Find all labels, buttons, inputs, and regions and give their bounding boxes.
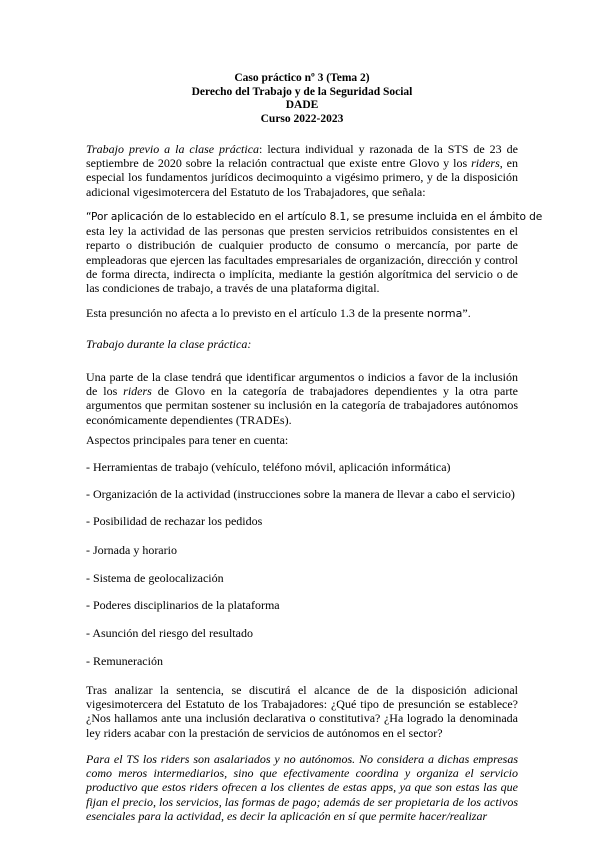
intro-text-2: , en especial los fundamentos jurídicos decimoquinto a vigésimo primero, y de la disposición adicional vigesimotercera del Estatuto de los Trabajadores, que señala: — [86, 156, 518, 199]
during-paragraph — [86, 370, 518, 427]
quote-second-text: Esta presunción no afecta a lo previsto en el artículo 1.3 de la presente — [86, 306, 427, 320]
list-item: - Remuneración — [86, 654, 163, 668]
aspects-heading: Aspectos principales para tener en cuenta: — [86, 433, 289, 447]
course-year: Curso 2022-2023 — [260, 112, 344, 125]
during-text-2: de Glovo en la categoría de trabajadores dependientes y la otra parte argumentos que permitan sostener su inclusión en la categoría de trabajadores autónomos económicamente dependientes (TRADEs). — [86, 384, 518, 427]
list-item: - Jornada y horario — [86, 543, 177, 557]
list-item: - Asunción del riesgo del resultado — [86, 626, 253, 640]
document-header — [86, 72, 518, 126]
closing-paragraph: Tras analizar la sentencia, se discutirá el alcance de de la disposición adicional vigesimotercera del Estatuto de los Trabajadores: ¿Qué tipo de presunción se establece? ¿Nos hallamos ante una inclusión declarativa o constitutiva? ¿Ha logrado la denominada ley riders acabar con la prestación de servicios de autónomos en el sector? — [86, 683, 518, 740]
during-text: Una parte de la clase tendrá que identificar argumentos o indicios a favor de la inclusión de los — [86, 370, 518, 399]
quote-close: ”. — [462, 306, 471, 320]
subject-title: Derecho del Trabajo y de la Seguridad Social — [191, 85, 413, 98]
quote-paragraph — [86, 210, 543, 296]
quote-second-paragraph — [86, 306, 518, 321]
list-item: - Poderes disciplinarios de la plataforma — [86, 598, 280, 612]
list-item: - Herramientas de trabajo (vehículo, teléfono móvil, aplicación informática) — [86, 460, 451, 474]
answer-paragraph: Para el TS los riders son asalariados y no autónomos. No considera a dichas empresas como meros intermediarios, sino que efectivamente coordina y organiza el servicio productivo que estos riders ofrecen a los clientes de estas apps, ya que son estas las que fijan el precio, los servicios, las formas de pago; además de ser propietaria de los activos esenciales para la actividad, es decir la aplicación en sí que permite hacer/realizar — [86, 752, 518, 823]
list-item: - Posibilidad de rechazar los pedidos — [86, 514, 263, 528]
quote-body: esta ley la actividad de las personas que presten servicios retribuidos consistentes en el reparto o distribución de cualquier producto de consumo o mercancía, por parte de empleadoras que ejercen las facultades empresariales de organización, dirección y control de forma directa, indirecta o implícita, mediante la gestión algorítmica del servicio o de las condiciones de trabajo, a través de una plataforma digital. — [86, 224, 518, 296]
quote-norma: norma — [426, 307, 463, 320]
case-title: Caso práctico nº 3 (Tema 2) — [234, 72, 370, 84]
intro-text: : lectura individual y razonada de la STS de 23 de septiembre de 2020 sobre la relación contractual que existe entre Glovo y los — [86, 142, 518, 171]
intro-label: Trabajo previo a la clase práctica — [86, 142, 260, 156]
degree-title: DADE — [285, 99, 319, 111]
list-item: - Sistema de geolocalización — [86, 571, 224, 585]
quote-first-line: “Por aplicación de lo establecido en el artículo 8.1, se presume incluida en el ámbito de — [86, 211, 543, 223]
during-heading: Trabajo durante la clase práctica: — [86, 337, 252, 351]
list-item: - Organización de la actividad (instrucciones sobre la manera de llevar a cabo el servicio) — [86, 487, 515, 501]
during-riders: riders — [123, 384, 152, 399]
intro-paragraph — [86, 142, 518, 199]
intro-riders: riders — [471, 156, 500, 171]
